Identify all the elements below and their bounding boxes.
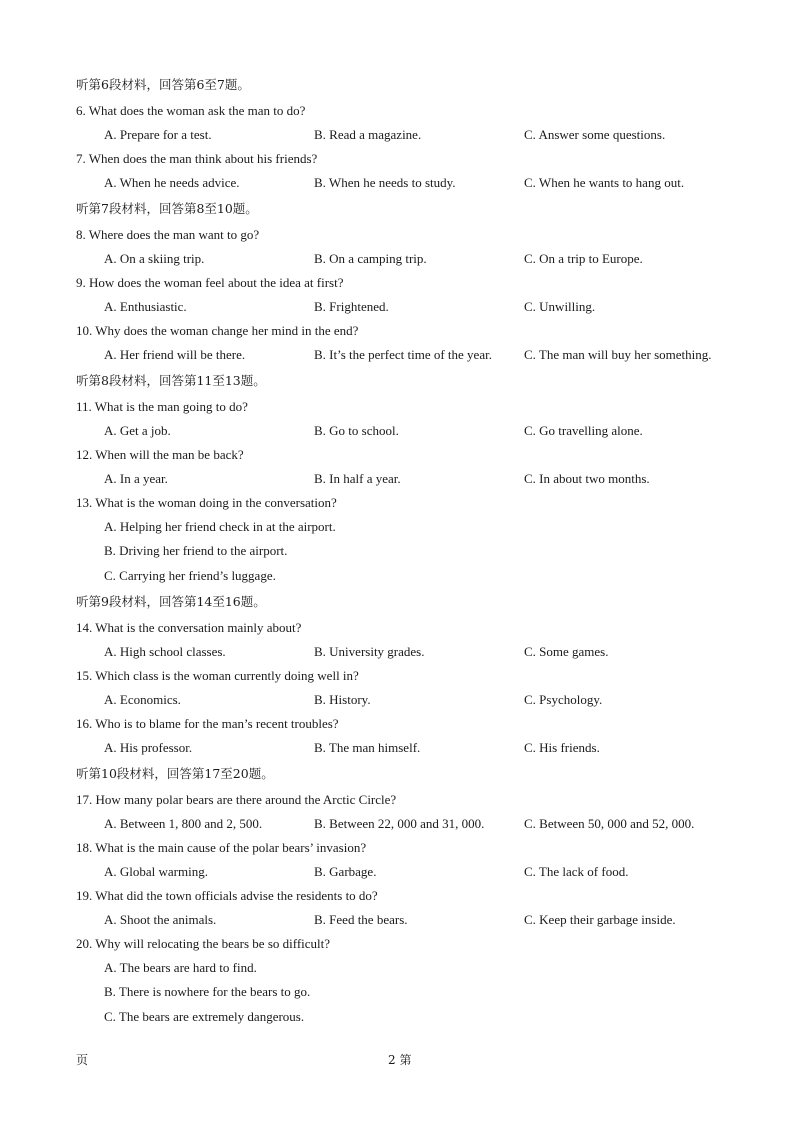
option-a: A. His professor. [104, 740, 193, 755]
option-b: B. The man himself. [314, 740, 421, 755]
option-c: C. Between 50, 000 and 52, 000. [524, 816, 695, 831]
option-a: A. In a year. [104, 471, 168, 486]
option-a: A. Economics. [104, 692, 181, 707]
options-row [0, 690, 794, 710]
option-a: A. Get a job. [104, 423, 171, 438]
option-b: B. It’s the perfect time of the year. [314, 347, 492, 362]
question-text: 19. What did the town officials advise the residents to do? [76, 888, 378, 903]
option-b: B. University grades. [314, 644, 425, 659]
footer-left: 页 [76, 1053, 89, 1067]
question-text: 9. How does the woman feel about the idea at first? [76, 275, 344, 290]
option-c: C. Go travelling alone. [524, 423, 643, 438]
options-row [0, 642, 794, 662]
options-row [0, 469, 794, 489]
option-c: C. On a trip to Europe. [524, 251, 643, 266]
option-b: B. When he needs to study. [314, 175, 456, 190]
option-c: C. When he wants to hang out. [524, 175, 685, 190]
option-a: A. Between 1, 800 and 2, 500. [104, 816, 263, 831]
question-text: 11. What is the man going to do? [76, 399, 248, 414]
option-b: B. On a camping trip. [314, 251, 427, 266]
option-a: A. Global warming. [104, 864, 208, 879]
section-heading: 听第6段材料，回答第6至7题。 [76, 77, 250, 92]
options-row [0, 173, 794, 193]
footer-page-number: 2 第 [388, 1053, 412, 1067]
option-line: B. Driving her friend to the airport. [104, 543, 288, 558]
option-c: C. In about two months. [524, 471, 650, 486]
option-a: A. Her friend will be there. [104, 347, 246, 362]
option-line: C. The bears are extremely dangerous. [104, 1009, 305, 1024]
options-row [0, 297, 794, 317]
question-text: 20. Why will relocating the bears be so difficult? [76, 936, 331, 951]
options-row [0, 910, 794, 930]
option-b: B. Between 22, 000 and 31, 000. [314, 816, 485, 831]
option-c: C. Answer some questions. [524, 127, 666, 142]
question-text: 12. When will the man be back? [76, 447, 244, 462]
question-text: 14. What is the conversation mainly about? [76, 620, 302, 635]
option-c: C. Keep their garbage inside. [524, 912, 676, 927]
options-row [0, 738, 794, 758]
option-b: B. Garbage. [314, 864, 377, 879]
option-b: B. In half a year. [314, 471, 401, 486]
options-row [0, 345, 794, 365]
question-text: 17. How many polar bears are there around the Arctic Circle? [76, 792, 397, 807]
question-text: 16. Who is to blame for the man’s recent troubles? [76, 716, 339, 731]
options-row [0, 249, 794, 269]
option-b: B. History. [314, 692, 371, 707]
option-c: C. Unwilling. [524, 299, 596, 314]
option-c: C. The man will buy her something. [524, 347, 712, 362]
option-b: B. Read a magazine. [314, 127, 422, 142]
section-heading: 听第9段材料，回答第14至16题。 [76, 594, 266, 609]
section-heading: 听第8段材料，回答第11至13题。 [76, 373, 266, 388]
question-text: 10. Why does the woman change her mind in the end? [76, 323, 359, 338]
option-a: A. Enthusiastic. [104, 299, 187, 314]
question-text: 15. Which class is the woman currently doing well in? [76, 668, 359, 683]
section-heading: 听第10段材料，回答第17至20题。 [76, 766, 274, 781]
option-b: B. Feed the bears. [314, 912, 408, 927]
option-line: C. Carrying her friend’s luggage. [104, 568, 276, 583]
options-row [0, 125, 794, 145]
option-c: C. His friends. [524, 740, 600, 755]
option-c: C. Psychology. [524, 692, 603, 707]
option-a: A. Prepare for a test. [104, 127, 212, 142]
question-text: 13. What is the woman doing in the conversation? [76, 495, 337, 510]
option-a: A. When he needs advice. [104, 175, 240, 190]
option-line: A. Helping her friend check in at the airport. [104, 519, 336, 534]
option-line: A. The bears are hard to find. [104, 960, 257, 975]
question-text: 6. What does the woman ask the man to do? [76, 103, 306, 118]
options-row [0, 862, 794, 882]
options-row [0, 814, 794, 834]
option-a: A. On a skiing trip. [104, 251, 205, 266]
option-b: B. Frightened. [314, 299, 389, 314]
option-c: C. Some games. [524, 644, 609, 659]
question-text: 18. What is the main cause of the polar bears’ invasion? [76, 840, 367, 855]
question-text: 7. When does the man think about his friends? [76, 151, 318, 166]
option-a: A. High school classes. [104, 644, 226, 659]
question-text: 8. Where does the man want to go? [76, 227, 260, 242]
options-row [0, 421, 794, 441]
option-b: B. Go to school. [314, 423, 399, 438]
section-heading: 听第7段材料，回答第8至10题。 [76, 201, 258, 216]
option-a: A. Shoot the animals. [104, 912, 217, 927]
option-line: B. There is nowhere for the bears to go. [104, 984, 311, 999]
option-c: C. The lack of food. [524, 864, 629, 879]
